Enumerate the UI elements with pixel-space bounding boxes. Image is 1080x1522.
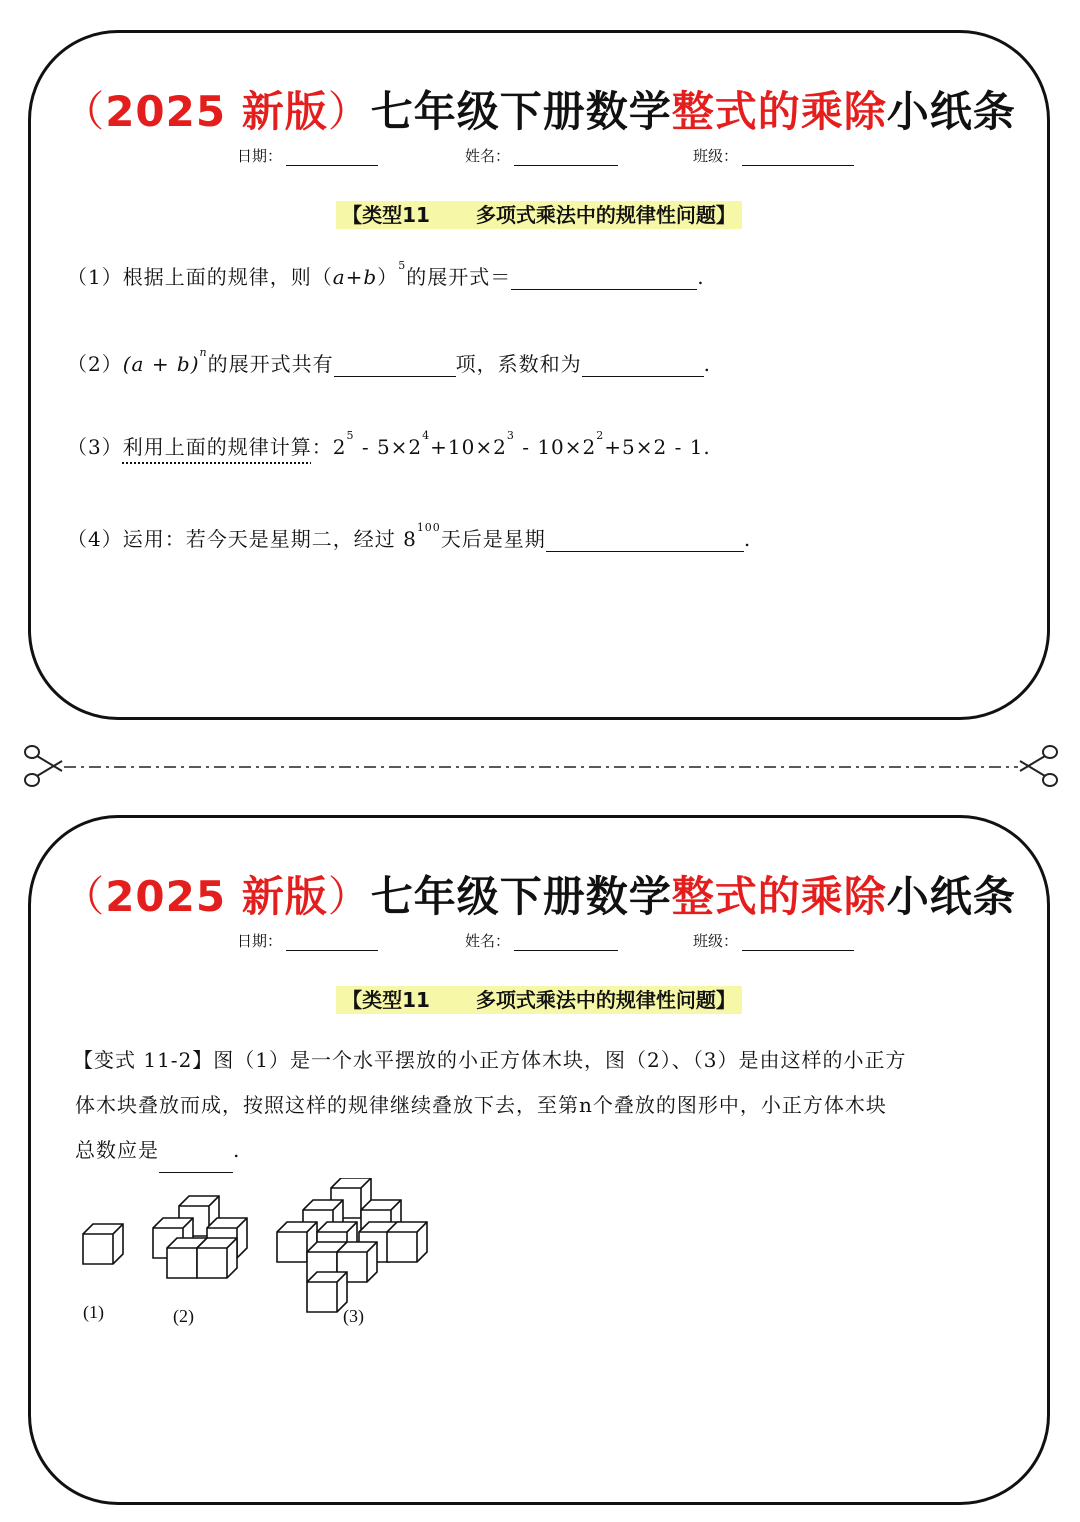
worksheet-card-top [28, 30, 1050, 720]
worksheet-card-bottom [28, 815, 1050, 1505]
date-blank[interactable] [286, 932, 378, 951]
answer-blank-2a[interactable] [334, 354, 456, 377]
cut-line [18, 742, 1064, 792]
answer-blank-4[interactable] [546, 529, 744, 552]
name-blank[interactable] [514, 147, 618, 166]
question-3: （3）利用上面的规律计算：$2^5 - 5\times 2^4+10\times 2^3 - 10\times 2^2+5\times 2 - 1$. [67, 429, 711, 459]
scissors-icon [1020, 746, 1057, 786]
answer-blank-1[interactable] [511, 267, 697, 290]
topic-highlight: 整式的乘除 [671, 87, 887, 136]
edition-label: 2025 新版 [105, 872, 328, 921]
question-2: $(2)(a + b)^n$的展开式共有 项，系数和为 . [67, 346, 711, 376]
class-field[interactable]: 班级： [693, 145, 854, 166]
question-1: （1）根据上面的规律，则$(a+b)^5$的展开式＝ . [67, 259, 705, 289]
class-blank[interactable] [742, 932, 854, 951]
page-title: （2025 新版）七年级下册数学整式的乘除小纸条 [62, 872, 1016, 921]
cube-figures [71, 1178, 491, 1338]
date-field[interactable]: 日期： [237, 145, 378, 166]
emphasis-dotted-text: 利用上面的规律计算 [122, 435, 312, 459]
date-field[interactable]: 日期： [237, 930, 378, 951]
answer-blank-2b[interactable] [582, 354, 704, 377]
section-heading: 【类型11 多项式乘法中的规律性问题】 [31, 984, 1047, 1013]
figure-caption-1: (1) [83, 1302, 104, 1322]
class-field[interactable]: 班级： [693, 930, 854, 951]
answer-blank[interactable] [159, 1150, 233, 1173]
cube-figure-1 [83, 1224, 123, 1264]
edition-label: 2025 新版 [105, 87, 328, 136]
name-field[interactable]: 姓名： [465, 930, 618, 951]
page-title: （2025 新版）七年级下册数学整式的乘除小纸条 [62, 87, 1016, 136]
date-blank[interactable] [286, 147, 378, 166]
class-blank[interactable] [742, 147, 854, 166]
topic-highlight: 整式的乘除 [671, 872, 887, 921]
name-blank[interactable] [514, 932, 618, 951]
question-4: （4）运用：若今天是星期二，经过 $8^{100}$天后是星期 . [67, 521, 752, 551]
scissors-icon [25, 746, 62, 786]
cube-figure-2 [153, 1196, 247, 1278]
name-field[interactable]: 姓名： [465, 145, 618, 166]
cube-figure-3 [277, 1178, 427, 1312]
figure-caption-3: (3) [343, 1306, 364, 1326]
section-heading: 【类型11 多项式乘法中的规律性问题】 [31, 199, 1047, 228]
figure-caption-2: (2) [173, 1306, 194, 1326]
problem-text: 【变式 11-2】图（1）是一个水平摆放的小正方体木块，图（2）、（3）是由这样的小正方 体木块叠放而成，按照这样的规律继续叠放下去，至第n个叠放的图形中，小正方体木块 总数应是 . [73, 1038, 1033, 1173]
